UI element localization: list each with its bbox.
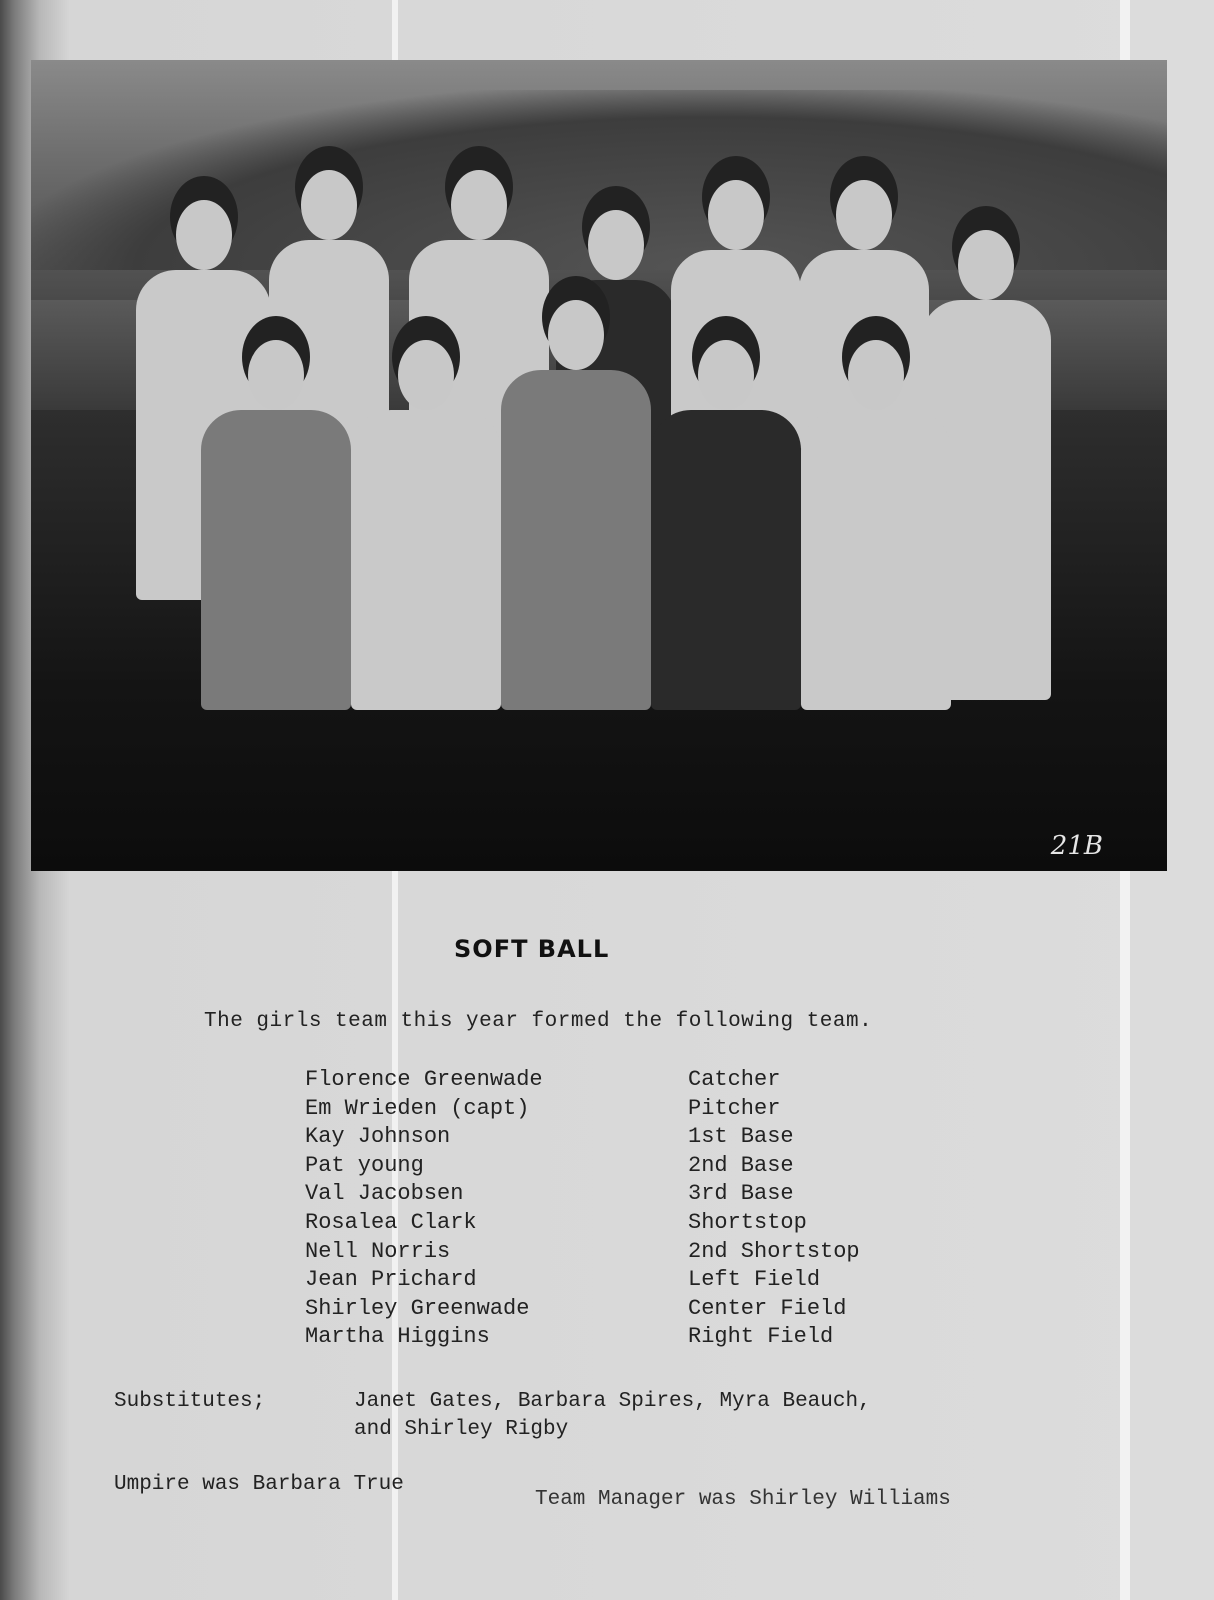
- player-position: Center Field: [688, 1295, 847, 1321]
- substitutes: [114, 1388, 871, 1444]
- roster-row: [305, 1095, 860, 1124]
- person: [351, 410, 501, 710]
- team-photo: [31, 60, 1167, 871]
- roster-list: [305, 1066, 860, 1352]
- player-position: 1st Base: [688, 1124, 794, 1150]
- player-position: Left Field: [688, 1267, 821, 1293]
- player-position: Shortstop: [688, 1209, 807, 1235]
- roster-row: [305, 1180, 860, 1209]
- player-position: Pitcher: [688, 1095, 781, 1121]
- manager-text: Team Manager was Shirley Williams: [535, 1488, 951, 1511]
- umpire-text: Umpire was Barbara True: [114, 1473, 404, 1496]
- person: [201, 410, 351, 710]
- player-name: Em Wrieden (capt): [305, 1095, 530, 1121]
- player-name: Val Jacobsen: [305, 1181, 464, 1207]
- player-name: Jean Prichard: [305, 1267, 477, 1293]
- player-position: Right Field: [688, 1324, 834, 1350]
- player-name: Kay Johnson: [305, 1124, 451, 1150]
- photo-number-mark: 21B: [1050, 831, 1103, 861]
- page-title: SOFT BALL: [454, 935, 610, 963]
- substitutes-label: Substitutes;: [114, 1390, 266, 1413]
- intro-text: The girls team this year formed the following team.: [204, 1010, 873, 1033]
- player-position: 2nd Base: [688, 1152, 794, 1178]
- substitutes-line-1: Janet Gates, Barbara Spires, Myra Beauch,: [354, 1390, 871, 1413]
- player-name: Nell Norris: [305, 1238, 451, 1264]
- person: [501, 370, 651, 710]
- roster-row: [305, 1295, 860, 1324]
- player-position: 2nd Shortstop: [688, 1238, 860, 1264]
- roster-row: [305, 1066, 860, 1095]
- player-name: Florence Greenwade: [305, 1067, 543, 1092]
- roster-row: [305, 1152, 860, 1181]
- person: [801, 410, 951, 710]
- substitutes-line-2: and Shirley Rigby: [354, 1418, 569, 1441]
- player-name: Rosalea Clark: [305, 1209, 477, 1235]
- roster-row: [305, 1123, 860, 1152]
- roster-row: [305, 1323, 860, 1352]
- player-name: Shirley Greenwade: [305, 1295, 530, 1321]
- roster-row: [305, 1238, 860, 1267]
- roster-row: [305, 1209, 860, 1238]
- player-name: Martha Higgins: [305, 1324, 490, 1350]
- player-position: Catcher: [688, 1067, 781, 1092]
- person: [651, 410, 801, 710]
- player-position: 3rd Base: [688, 1181, 794, 1207]
- player-name: Pat young: [305, 1152, 424, 1178]
- roster-row: [305, 1266, 860, 1295]
